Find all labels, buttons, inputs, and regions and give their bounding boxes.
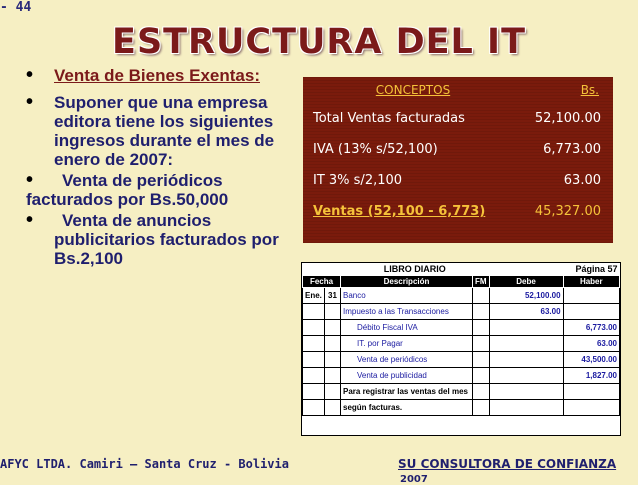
bullet-item-1 [26, 93, 288, 169]
entry-debe [489, 319, 563, 335]
footer-year: 2007 [400, 474, 428, 485]
bullet-heading-text: Venta de Bienes Exentas: [54, 66, 260, 85]
entry-haber: 6,773.00 [563, 319, 619, 335]
entry-desc: Venta de publicidad [341, 367, 473, 383]
concepts-header-label: CONCEPTOS [375, 83, 451, 97]
bullet-item-3-line2: publicitarios facturados por Bs.2,100 [54, 230, 279, 268]
bullet-item-3 [26, 211, 288, 268]
entry-debe [489, 399, 563, 415]
concept-label: Total Ventas facturadas [313, 111, 465, 126]
bullet-dot-icon: • [26, 91, 34, 113]
bullet-item-1-text: Suponer que una empresa editora tiene los siguientes ingresos durante el mes de enero de 2007: [54, 93, 275, 169]
entry-desc: Impuesto a las Transacciones [341, 303, 473, 319]
entry-haber [563, 303, 619, 319]
entry-haber: 43,500.00 [563, 351, 619, 367]
bullet-item-2-line1: Venta de periódicos [62, 171, 223, 190]
entry-debe: 63.00 [489, 303, 563, 319]
table-row [303, 351, 620, 367]
footer-company: AFYC LTDA. Camiri – Santa Cruz - Bolivia [0, 457, 289, 471]
entry-desc: IT. por Pagar [341, 335, 473, 351]
table-row [303, 367, 620, 383]
slide-number: - 44 [0, 0, 32, 15]
concept-value: 52,100.00 [534, 111, 601, 126]
entry-debe [489, 351, 563, 367]
concept-label: Ventas (52,100 - 6,773) [313, 204, 486, 219]
libro-diario-table [301, 262, 621, 436]
concepts-row [303, 134, 613, 165]
bullet-dot-icon: • [26, 64, 34, 86]
entry-month: Ene. [303, 287, 325, 303]
bullet-dot-icon: • [26, 169, 34, 191]
concepts-header-value: Bs. [580, 83, 599, 97]
slide-title: ESTRUCTURA DEL IT [112, 22, 526, 62]
col-fm: FM [473, 275, 490, 287]
bullet-item-3-line1: Venta de anuncios [62, 211, 212, 230]
concepts-row-highlight [303, 196, 613, 227]
entry-haber [563, 287, 619, 303]
entry-desc: Venta de periódicos [341, 351, 473, 367]
concepts-table [303, 77, 613, 243]
bullet-dot-icon: • [26, 209, 34, 231]
bullet-heading [26, 66, 288, 85]
entry-debe [489, 383, 563, 399]
concept-label: IT 3% s/2,100 [313, 173, 403, 188]
entry-haber [563, 399, 619, 415]
table-row [303, 335, 620, 351]
concept-value: 45,327.00 [534, 204, 601, 219]
bullet-item-2-line2: facturados por Bs.50,000 [26, 190, 229, 209]
entry-debe: 52,100.00 [489, 287, 563, 303]
concept-value: 6,773.00 [543, 142, 601, 157]
concepts-header [303, 77, 613, 103]
entry-haber: 63.00 [563, 335, 619, 351]
libro-title: LIBRO DIARIO [383, 263, 446, 274]
table-row [303, 399, 620, 415]
entry-desc: Para registrar las ventas del mes [341, 383, 473, 399]
entry-debe [489, 367, 563, 383]
table-row [303, 303, 620, 319]
col-descripcion: Descripción [341, 275, 473, 287]
entry-haber [563, 383, 619, 399]
entry-desc: Débito Fiscal IVA [341, 319, 473, 335]
footer-tagline: SU CONSULTORA DE CONFIANZA [398, 457, 617, 471]
entry-day: 31 [325, 287, 341, 303]
entry-desc: según facturas. [341, 399, 473, 415]
bullet-item-2 [26, 171, 288, 209]
col-fecha: Fecha [303, 275, 341, 287]
bullet-list [26, 66, 288, 270]
concept-value: 63.00 [563, 173, 601, 188]
col-debe: Debe [489, 275, 563, 287]
entry-haber: 1,827.00 [563, 367, 619, 383]
concepts-row [303, 103, 613, 134]
table-row [303, 319, 620, 335]
concept-label: IVA (13% s/52,100) [313, 142, 438, 157]
col-haber: Haber [563, 275, 619, 287]
concepts-row [303, 165, 613, 196]
table-row [303, 287, 620, 303]
libro-page: Página 57 [575, 263, 618, 274]
table-row [303, 383, 620, 399]
entry-debe [489, 335, 563, 351]
entry-desc: Banco [341, 287, 473, 303]
